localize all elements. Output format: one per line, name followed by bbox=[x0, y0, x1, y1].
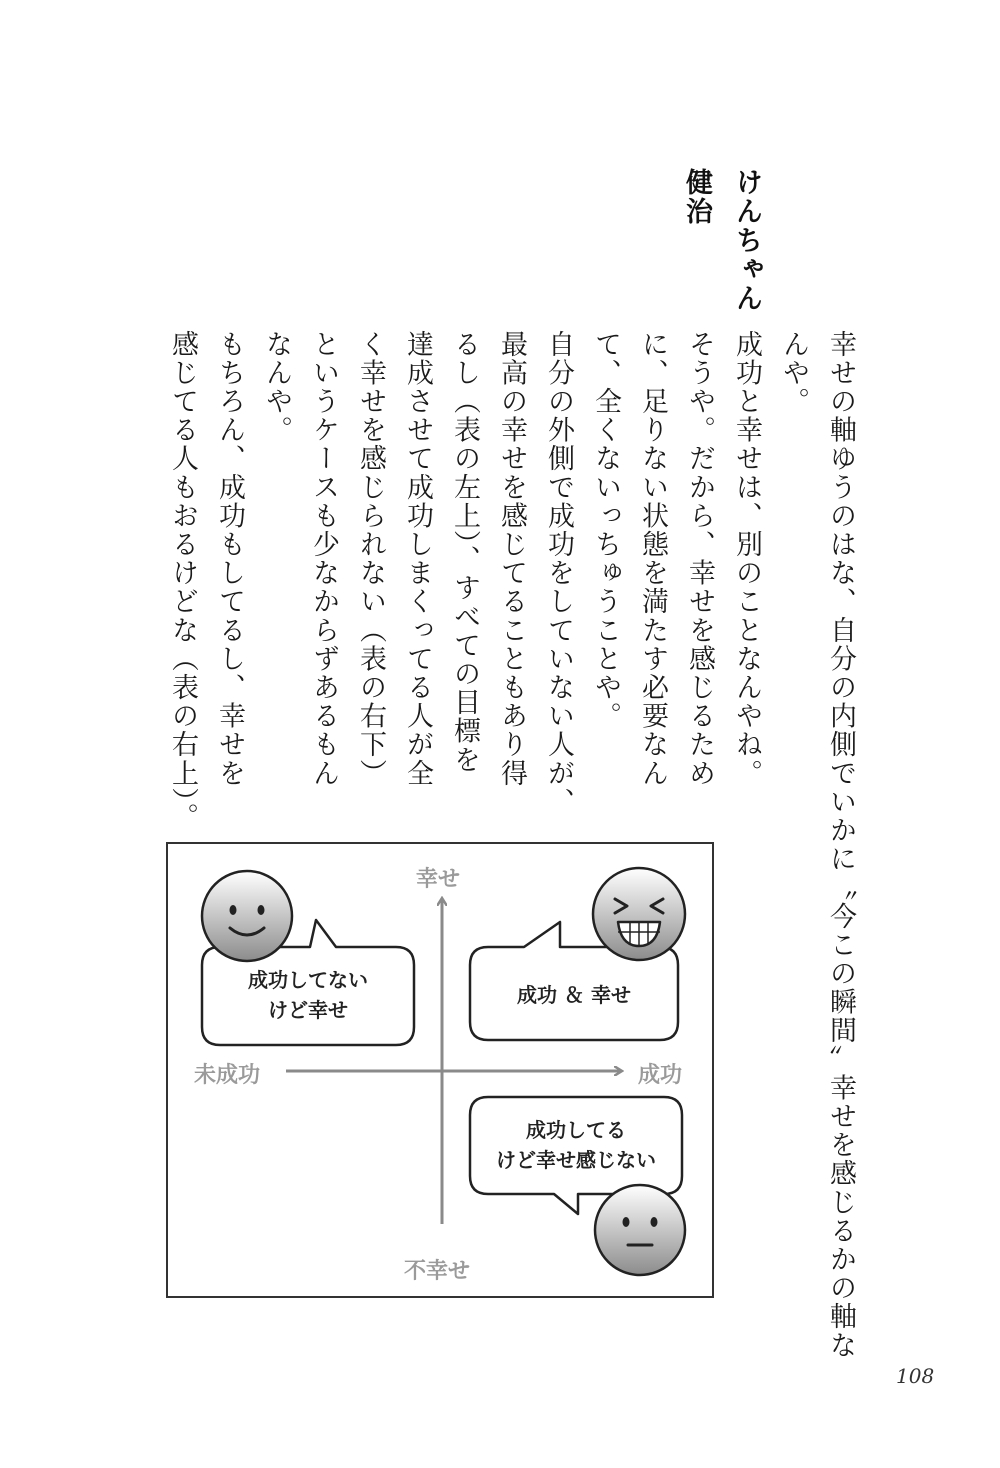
body-column-15: 感じてる人もおるけどな（表の右上）。 bbox=[167, 330, 198, 832]
unhappy-face-icon bbox=[595, 1185, 685, 1275]
bubble-bottom-right-text bbox=[470, 1115, 682, 1175]
body-column-8: 最高の幸せを感じてることもあり得 bbox=[496, 330, 527, 788]
axis-label-successful: 成功 bbox=[638, 1063, 683, 1088]
smile-face-icon bbox=[202, 871, 292, 961]
bubble-top-left-text bbox=[202, 965, 414, 1025]
laughing-face-icon bbox=[593, 868, 685, 960]
success-happiness-figure bbox=[166, 842, 714, 1298]
axis-label-not-successful: 未成功 bbox=[194, 1063, 261, 1088]
body-column-12: というケースも少なからずあるもん bbox=[308, 330, 339, 788]
speaker-kenji: 健治 bbox=[681, 168, 712, 226]
body-column-1: 幸せの軸ゆうのはな、自分の内側でいかに〝今この瞬間〟幸せを感じるかの軸な bbox=[825, 330, 856, 1360]
body-column-3: 成功と幸せは、別のことなんやね。 bbox=[731, 330, 762, 788]
body-column-6: て、全くないっちゅうことや。 bbox=[590, 330, 621, 731]
body-column-2: んや。 bbox=[778, 330, 809, 416]
body-column-11: く幸せを感じられない（表の右下） bbox=[355, 330, 386, 788]
body-column-13: なんや。 bbox=[261, 330, 292, 445]
body-column-5: に、足りない状態を満たす必要なん bbox=[637, 330, 668, 788]
body-column-4: そうや。だから、幸せを感じるため bbox=[684, 330, 715, 788]
bubble-bottom-right-line1: 成功してる bbox=[526, 1118, 626, 1142]
bubble-bottom-right-line2: けど幸せ感じない bbox=[496, 1148, 656, 1172]
axis-label-unhappy: 不幸せ bbox=[404, 1259, 471, 1284]
bubble-top-left-line1: 成功してない bbox=[248, 968, 368, 992]
axis-label-happy: 幸せ bbox=[416, 867, 461, 892]
body-column-9: るし（表の左上）、すべての目標を bbox=[449, 330, 480, 775]
speaker-kenchan: けんちゃん bbox=[731, 168, 762, 313]
body-column-7: 自分の外側で成功をしていない人が、 bbox=[543, 330, 574, 817]
bubble-top-left-line2: けど幸せ bbox=[268, 998, 348, 1022]
bubble-top-right-text bbox=[470, 980, 678, 1010]
bubble-top-right-line1: 成功 ＆ 幸せ bbox=[517, 983, 631, 1007]
body-column-14: もちろん、成功もしてるし、幸せを bbox=[214, 330, 245, 788]
body-column-10: 達成させて成功しまくってる人が全 bbox=[402, 330, 433, 788]
page-number: 108 bbox=[896, 1364, 935, 1388]
